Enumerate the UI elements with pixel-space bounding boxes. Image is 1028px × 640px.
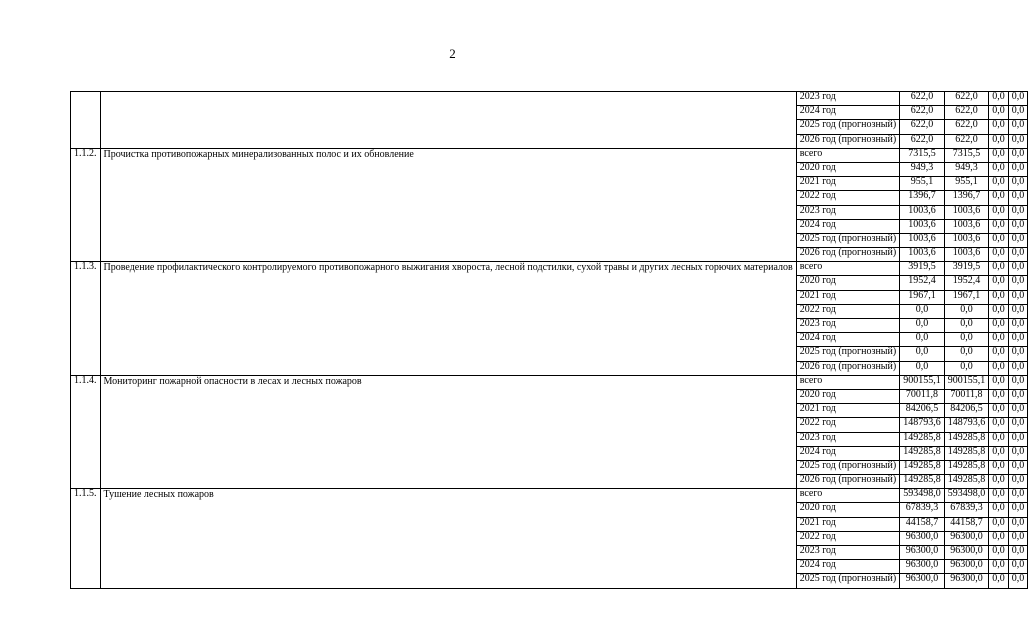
year-cell: 2025 год (прогнозный) [796,460,900,474]
federal-cell: 0,0 [989,560,1009,574]
other-cell: 0,0 [1008,290,1028,304]
total-cell: 67839,3 [900,503,945,517]
total-cell: 96300,0 [900,546,945,560]
budget-cell: 96300,0 [944,546,989,560]
federal-cell: 0,0 [989,92,1009,106]
budget-cell: 0,0 [944,361,989,375]
budget-cell: 593498,0 [944,489,989,503]
year-cell: всего [796,375,900,389]
year-cell: 2025 год (прогнозный) [796,120,900,134]
total-cell: 593498,0 [900,489,945,503]
other-cell: 0,0 [1008,262,1028,276]
budget-cell: 96300,0 [944,531,989,545]
federal-cell: 0,0 [989,134,1009,148]
budget-cell: 3919,5 [944,262,989,276]
other-cell: 0,0 [1008,418,1028,432]
other-cell: 0,0 [1008,92,1028,106]
year-cell: 2026 год (прогнозный) [796,475,900,489]
item-code [71,92,101,149]
total-cell: 955,1 [900,177,945,191]
other-cell: 0,0 [1008,404,1028,418]
federal-cell: 0,0 [989,531,1009,545]
other-cell: 0,0 [1008,375,1028,389]
other-cell: 0,0 [1008,546,1028,560]
year-cell: 2022 год [796,531,900,545]
budget-cell: 44158,7 [944,517,989,531]
year-cell: всего [796,489,900,503]
budget-cell: 900155,1 [944,375,989,389]
budget-cell: 0,0 [944,304,989,318]
total-cell: 149285,8 [900,432,945,446]
budget-cell: 1003,6 [944,219,989,233]
year-cell: 2021 год [796,404,900,418]
total-cell: 622,0 [900,92,945,106]
total-cell: 622,0 [900,120,945,134]
total-cell: 0,0 [900,361,945,375]
year-cell: 2026 год (прогнозный) [796,361,900,375]
federal-cell: 0,0 [989,304,1009,318]
year-cell: 2026 год (прогнозный) [796,248,900,262]
year-cell: 2022 год [796,418,900,432]
total-cell: 0,0 [900,347,945,361]
year-cell: 2023 год [796,205,900,219]
year-cell: 2024 год [796,560,900,574]
total-cell: 949,3 [900,162,945,176]
federal-cell: 0,0 [989,106,1009,120]
item-name: Проведение профилактического контролируемого противопожарного выжигания хвороста, лесной подстилки, сухой травы и других лесных горючих материалов [100,262,796,376]
year-cell: 2023 год [796,546,900,560]
budget-cell: 1396,7 [944,191,989,205]
federal-cell: 0,0 [989,375,1009,389]
budget-cell: 149285,8 [944,432,989,446]
year-cell: 2023 год [796,432,900,446]
funding-table [70,91,1028,589]
total-cell: 900155,1 [900,375,945,389]
total-cell: 0,0 [900,304,945,318]
other-cell: 0,0 [1008,304,1028,318]
federal-cell: 0,0 [989,319,1009,333]
other-cell: 0,0 [1008,134,1028,148]
budget-cell: 955,1 [944,177,989,191]
table-row [71,375,1028,389]
other-cell: 0,0 [1008,361,1028,375]
total-cell: 1967,1 [900,290,945,304]
budget-cell: 0,0 [944,333,989,347]
year-cell: 2021 год [796,290,900,304]
federal-cell: 0,0 [989,446,1009,460]
budget-cell: 149285,8 [944,446,989,460]
other-cell: 0,0 [1008,276,1028,290]
item-code: 1.1.4. [71,375,101,489]
total-cell: 149285,8 [900,460,945,474]
budget-cell: 0,0 [944,319,989,333]
page-number: 2 [449,46,456,61]
budget-cell: 70011,8 [944,389,989,403]
other-cell: 0,0 [1008,162,1028,176]
budget-cell: 949,3 [944,162,989,176]
federal-cell: 0,0 [989,248,1009,262]
item-code: 1.1.2. [71,148,101,262]
budget-cell: 1003,6 [944,205,989,219]
total-cell: 3919,5 [900,262,945,276]
table-row [71,262,1028,276]
year-cell: 2025 год (прогнозный) [796,574,900,588]
total-cell: 0,0 [900,319,945,333]
budget-cell: 1967,1 [944,290,989,304]
other-cell: 0,0 [1008,219,1028,233]
year-cell: всего [796,148,900,162]
table-row [71,148,1028,162]
total-cell: 1396,7 [900,191,945,205]
other-cell: 0,0 [1008,489,1028,503]
total-cell: 0,0 [900,333,945,347]
budget-cell: 0,0 [944,347,989,361]
federal-cell: 0,0 [989,276,1009,290]
budget-cell: 1003,6 [944,248,989,262]
federal-cell: 0,0 [989,574,1009,588]
federal-cell: 0,0 [989,546,1009,560]
item-code: 1.1.3. [71,262,101,376]
year-cell: 2025 год (прогнозный) [796,347,900,361]
budget-cell: 622,0 [944,92,989,106]
total-cell: 1003,6 [900,219,945,233]
budget-cell: 149285,8 [944,475,989,489]
year-cell: всего [796,262,900,276]
year-cell: 2023 год [796,92,900,106]
federal-cell: 0,0 [989,219,1009,233]
budget-cell: 1003,6 [944,233,989,247]
item-name: Прочистка противопожарных минерализованных полос и их обновление [100,148,796,262]
other-cell: 0,0 [1008,191,1028,205]
total-cell: 84206,5 [900,404,945,418]
budget-cell: 84206,5 [944,404,989,418]
other-cell: 0,0 [1008,460,1028,474]
table-row [71,92,1028,106]
federal-cell: 0,0 [989,489,1009,503]
other-cell: 0,0 [1008,531,1028,545]
year-cell: 2024 год [796,446,900,460]
budget-cell: 149285,8 [944,460,989,474]
budget-cell: 1952,4 [944,276,989,290]
other-cell: 0,0 [1008,347,1028,361]
other-cell: 0,0 [1008,333,1028,347]
other-cell: 0,0 [1008,106,1028,120]
other-cell: 0,0 [1008,446,1028,460]
federal-cell: 0,0 [989,347,1009,361]
table-row [71,489,1028,503]
federal-cell: 0,0 [989,460,1009,474]
budget-cell: 7315,5 [944,148,989,162]
federal-cell: 0,0 [989,517,1009,531]
total-cell: 149285,8 [900,446,945,460]
total-cell: 622,0 [900,106,945,120]
federal-cell: 0,0 [989,290,1009,304]
federal-cell: 0,0 [989,148,1009,162]
total-cell: 1003,6 [900,248,945,262]
year-cell: 2021 год [796,177,900,191]
item-name: Мониторинг пожарной опасности в лесах и лесных пожаров [100,375,796,489]
other-cell: 0,0 [1008,148,1028,162]
other-cell: 0,0 [1008,319,1028,333]
year-cell: 2026 год (прогнозный) [796,134,900,148]
other-cell: 0,0 [1008,503,1028,517]
other-cell: 0,0 [1008,248,1028,262]
total-cell: 1003,6 [900,205,945,219]
year-cell: 2024 год [796,106,900,120]
federal-cell: 0,0 [989,404,1009,418]
federal-cell: 0,0 [989,162,1009,176]
total-cell: 96300,0 [900,531,945,545]
budget-cell: 622,0 [944,134,989,148]
federal-cell: 0,0 [989,262,1009,276]
federal-cell: 0,0 [989,503,1009,517]
year-cell: 2022 год [796,304,900,318]
total-cell: 148793,6 [900,418,945,432]
budget-cell: 148793,6 [944,418,989,432]
year-cell: 2024 год [796,219,900,233]
other-cell: 0,0 [1008,120,1028,134]
year-cell: 2025 год (прогнозный) [796,233,900,247]
year-cell: 2020 год [796,162,900,176]
year-cell: 2021 год [796,517,900,531]
federal-cell: 0,0 [989,205,1009,219]
other-cell: 0,0 [1008,475,1028,489]
budget-cell: 622,0 [944,120,989,134]
total-cell: 622,0 [900,134,945,148]
other-cell: 0,0 [1008,517,1028,531]
year-cell: 2024 год [796,333,900,347]
federal-cell: 0,0 [989,389,1009,403]
total-cell: 1952,4 [900,276,945,290]
federal-cell: 0,0 [989,418,1009,432]
item-name [100,92,796,149]
total-cell: 149285,8 [900,475,945,489]
federal-cell: 0,0 [989,333,1009,347]
budget-cell: 96300,0 [944,560,989,574]
total-cell: 7315,5 [900,148,945,162]
year-cell: 2020 год [796,503,900,517]
federal-cell: 0,0 [989,432,1009,446]
year-cell: 2020 год [796,276,900,290]
item-code: 1.1.5. [71,489,101,588]
budget-cell: 67839,3 [944,503,989,517]
total-cell: 1003,6 [900,233,945,247]
year-cell: 2022 год [796,191,900,205]
federal-cell: 0,0 [989,120,1009,134]
other-cell: 0,0 [1008,432,1028,446]
total-cell: 96300,0 [900,560,945,574]
year-cell: 2020 год [796,389,900,403]
other-cell: 0,0 [1008,389,1028,403]
federal-cell: 0,0 [989,177,1009,191]
federal-cell: 0,0 [989,191,1009,205]
federal-cell: 0,0 [989,475,1009,489]
total-cell: 44158,7 [900,517,945,531]
budget-cell: 96300,0 [944,574,989,588]
federal-cell: 0,0 [989,361,1009,375]
budget-cell: 622,0 [944,106,989,120]
other-cell: 0,0 [1008,177,1028,191]
other-cell: 0,0 [1008,560,1028,574]
federal-cell: 0,0 [989,233,1009,247]
other-cell: 0,0 [1008,574,1028,588]
other-cell: 0,0 [1008,205,1028,219]
year-cell: 2023 год [796,319,900,333]
other-cell: 0,0 [1008,233,1028,247]
total-cell: 70011,8 [900,389,945,403]
total-cell: 96300,0 [900,574,945,588]
item-name: Тушение лесных пожаров [100,489,796,588]
